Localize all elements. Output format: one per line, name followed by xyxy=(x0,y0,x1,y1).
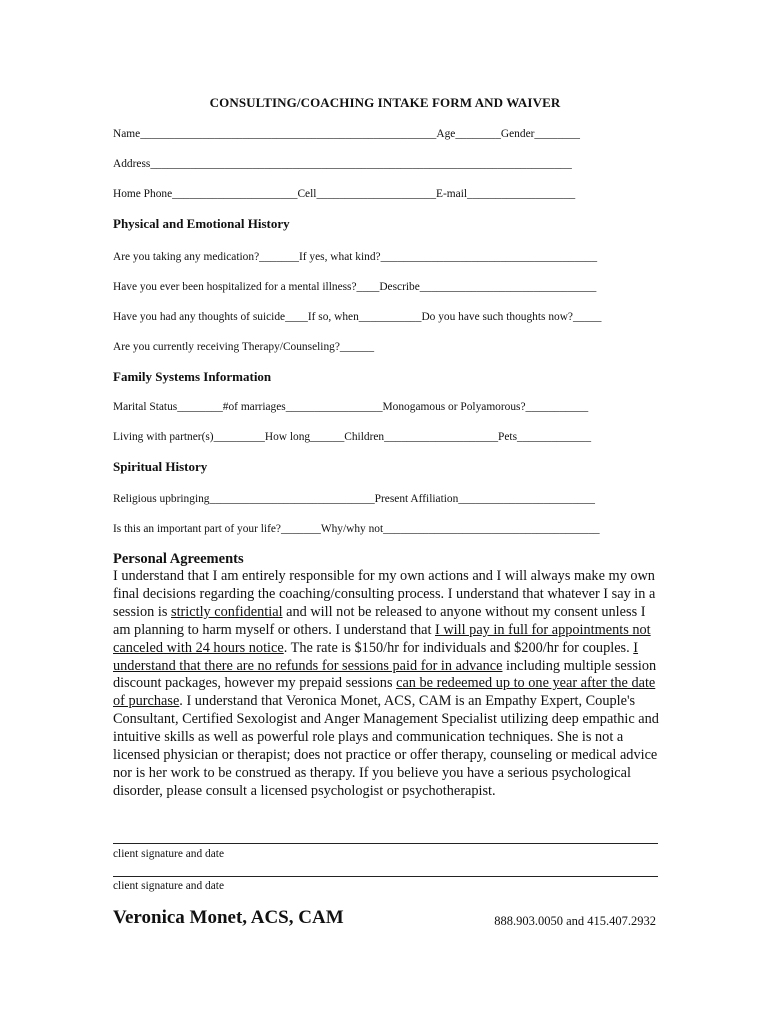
family-systems-heading: Family Systems Information xyxy=(113,369,272,384)
redeem-policy-underline: can be redeemed up to one year after the date of purchase xyxy=(113,675,656,710)
address-line[interactable]: Address__________________________________________________________________________ xyxy=(113,158,572,170)
personal-agreements-section xyxy=(113,550,663,801)
medication-question[interactable]: Are you taking any medication?_______If yes, what kind?______________________________________ xyxy=(113,251,598,263)
phone-email-line[interactable]: Home Phone______________________Cell_____________________E-mail___________________ xyxy=(113,188,576,200)
signature-line-2[interactable] xyxy=(113,876,658,877)
consultant-name: Veronica Monet, ACS, CAM xyxy=(113,907,344,928)
signature-line-1[interactable] xyxy=(113,843,658,844)
signature-label-2: client signature and date xyxy=(113,880,225,892)
religious-upbringing-line[interactable]: Religious upbringing_____________________________Present Affiliation________________________ xyxy=(113,493,595,505)
marital-status-line[interactable]: Marital Status________#of marriages_________________Monogamous or Polyamorous?___________ xyxy=(113,401,589,413)
therapy-question[interactable]: Are you currently receiving Therapy/Counseling?______ xyxy=(113,341,375,353)
living-with-partner-line[interactable]: Living with partner(s)_________How long______Children____________________Pets_____________ xyxy=(113,431,592,443)
hospitalized-question[interactable]: Have you ever been hospitalized for a mental illness?____Describe_______________________________ xyxy=(113,281,597,293)
physical-history-heading: Physical and Emotional History xyxy=(113,216,290,231)
name-age-gender-line[interactable]: Name____________________________________________________Age________Gender________ xyxy=(113,128,580,140)
phone-numbers: 888.903.0050 and 415.407.2932 xyxy=(494,914,656,928)
personal-agreements-text: I understand that I am entirely responsible for my own actions and I will always make my own final decisions regarding the coaching/consulting process. I understand that whatever I say in a session is strictly confidential and will not be released to anyone without my consent unless I am planning to harm myself or others. I understand that I will pay in full for appointments not canceled with 24 hours notice. The rate is $150/hr for individuals and $200/hr for couples. I understand that there are no refunds for sessions paid for in advance including multiple session discount packages, however my prepaid sessions can be redeemed up to one year after the date of purchase. I understand that Veronica Monet, ACS, CAM is an Empathy Expert, Couple's Consultant, Certified Sexologist and Anger Management Specialist utilizing deep empathic and intuitive skills as well as powerful role plays and communication techniques. She is not a licensed physician or therapist; does not practice or offer therapy, counseling or medical advice nor is her work to be construed as therapy. If you believe you have a serious psychological disorder, please consult a licensed psychologist or psychotherapist. xyxy=(113,568,659,799)
confidential-underline: strictly confidential xyxy=(171,603,283,620)
signature-label-1: client signature and date xyxy=(113,848,225,860)
refund-policy-underline: I understand that there are no refunds for sessions paid for in advance xyxy=(113,639,639,674)
personal-agreements-heading: Personal Agreements xyxy=(113,551,244,567)
payment-policy-underline: I will pay in full for appointments not canceled with 24 hours notice xyxy=(113,621,651,656)
form-title: CONSULTING/COACHING INTAKE FORM AND WAIVER xyxy=(209,95,561,110)
suicide-question[interactable]: Have you had any thoughts of suicide____If so, when___________Do you have such thoughts now?_____ xyxy=(113,311,602,323)
importance-question[interactable]: Is this an important part of your life?_______Why/why not______________________________________ xyxy=(113,523,600,535)
spiritual-history-heading: Spiritual History xyxy=(113,459,208,474)
